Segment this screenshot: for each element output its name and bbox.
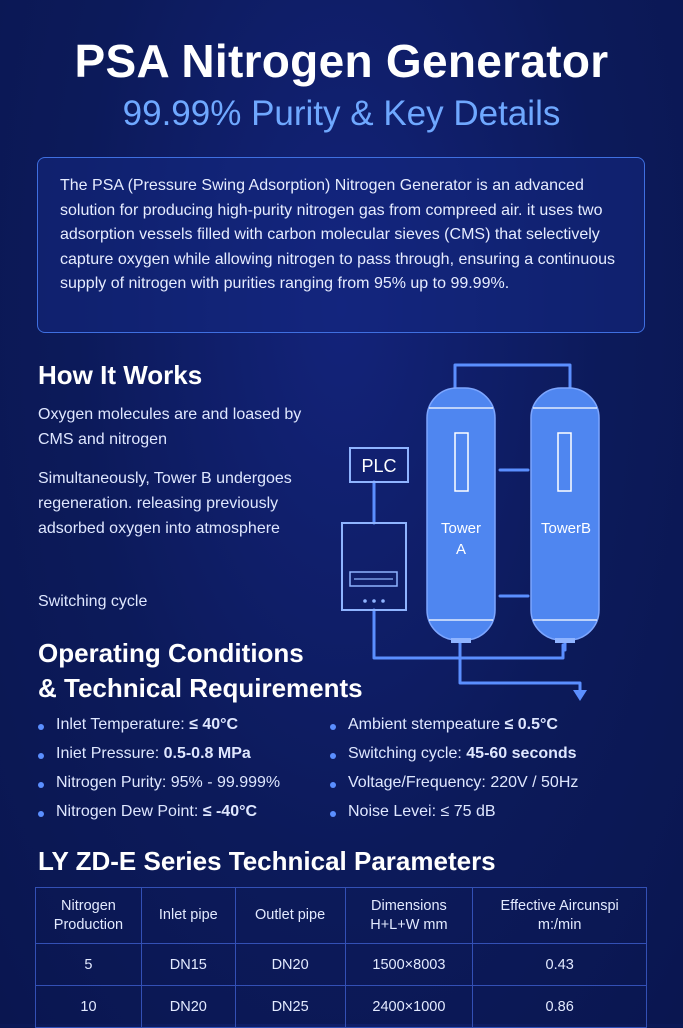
bullet-icon xyxy=(330,811,336,817)
top-pipe xyxy=(455,365,570,388)
how-it-works-paragraph-1: Oxygen molecules are and loased by CMS and nitrogen xyxy=(38,406,302,448)
bullet-icon xyxy=(330,753,336,759)
outlet-arrow-icon xyxy=(573,690,587,701)
spec-item: Nitrogen Dew Point: ≤ -40°C xyxy=(38,803,280,832)
spec-item: Ambient stempeature ≤ 0.5°C xyxy=(330,716,578,745)
how-it-works-paragraph-2: Simultaneously, Tower B undergoes regeneration. releasing previously adsorbed oxygen into atmosphere xyxy=(38,470,292,537)
operating-conditions-heading-line-1: Operating Conditions xyxy=(38,638,304,668)
spec-item: Voltage/Frequency: 220V / 50Hz xyxy=(330,774,578,803)
intro-box xyxy=(37,157,645,333)
how-it-works-heading: How It Works xyxy=(38,360,203,390)
table-row: 5 DN15 DN20 1500×8003 0.43 xyxy=(36,944,647,986)
spec-item: Iniet Pressure: 0.5-0.8 MPa xyxy=(38,745,280,774)
spec-column-right xyxy=(330,716,578,832)
column-header-inlet: Inlet pipe xyxy=(141,888,235,944)
bullet-icon xyxy=(38,753,44,759)
tower-b-label: TowerB xyxy=(540,520,592,537)
bullet-icon xyxy=(38,724,44,730)
column-header-air-consumption: Effective Aircunspi m:/min xyxy=(473,888,647,944)
spec-item: Switching cycle: 45-60 seconds xyxy=(330,745,578,774)
column-header-outlet: Outlet pipe xyxy=(235,888,345,944)
plc-label: PLC xyxy=(361,456,397,476)
page-subtitle: 99.99% Purity & Key Details xyxy=(122,94,561,133)
operating-conditions-heading xyxy=(38,636,363,706)
table-row: 10 DN20 DN25 2400×1000 0.86 xyxy=(36,986,647,1028)
tower-b xyxy=(531,388,599,643)
column-header-production: Nitrogen Production xyxy=(36,888,142,944)
table-header-row xyxy=(36,888,647,944)
how-it-works-paragraph-3: Switching cycle xyxy=(38,593,148,610)
bullet-icon xyxy=(38,782,44,788)
column-header-dimensions: Dimensions H+L+W mm xyxy=(345,888,473,944)
parameters-heading: LY ZD-E Series Technical Parameters xyxy=(38,846,496,876)
bullet-icon xyxy=(38,811,44,817)
bullet-icon xyxy=(330,782,336,788)
bullet-icon xyxy=(330,724,336,730)
tower-a-label-1: Tower xyxy=(440,520,482,537)
intro-text: The PSA (Pressure Swing Adsorption) Nitrogen Generator is an advanced solution for producing high-purity nitrogen gas from compreed air. it uses two adsorption vessels filled with carbon molecular sieves (CMS) that selectively capture oxygen while allowing nitrogen to pass through, ensuring a continuous supply of nitrogen with purities ranging from 95% up to 99.99%. xyxy=(60,177,616,292)
operating-conditions-heading-line-2: & Technical Requirements xyxy=(38,673,363,703)
tower-a xyxy=(427,388,495,643)
spec-item: Inlet Temperature: ≤ 40°C xyxy=(38,716,280,745)
psa-diagram xyxy=(330,350,683,720)
spec-item: Nitrogen Purity: 95% - 99.999% xyxy=(38,774,280,803)
spec-item: Noise Levei: ≤ 75 dB xyxy=(330,803,578,832)
page-title: PSA Nitrogen Generator xyxy=(74,35,609,87)
parameters-table xyxy=(35,887,647,1028)
controller-box xyxy=(342,523,406,610)
tower-a-label-2: A xyxy=(455,541,467,558)
spec-column-left xyxy=(38,716,280,832)
